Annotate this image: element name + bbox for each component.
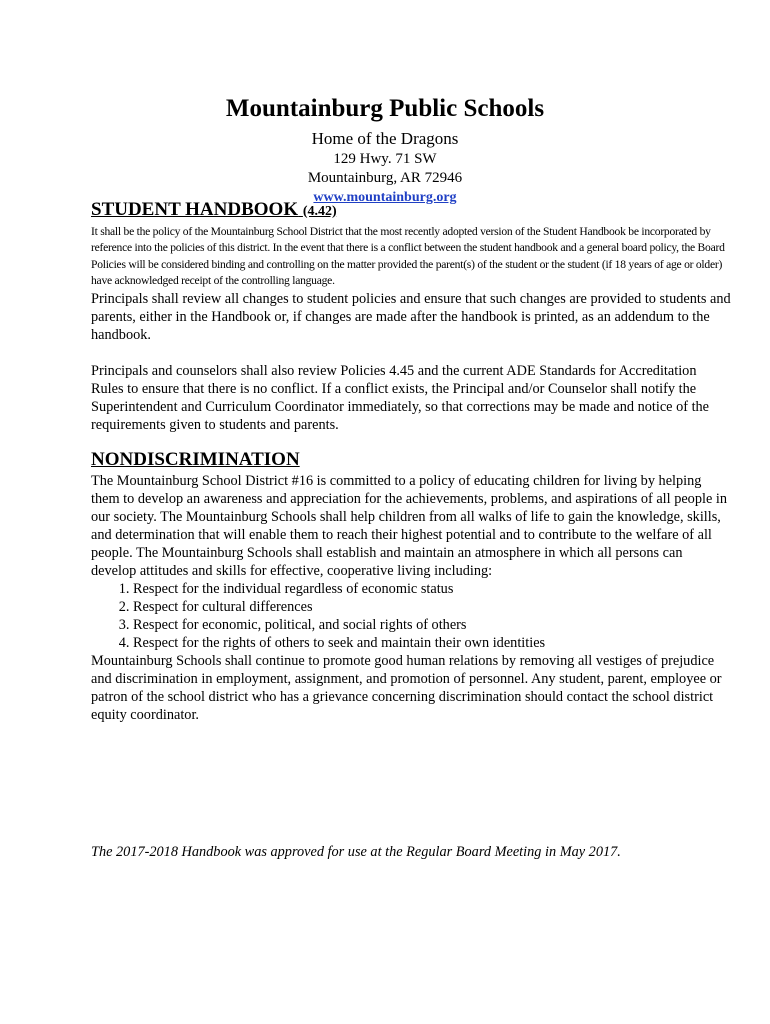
student-handbook-heading	[91, 198, 731, 224]
letterhead	[0, 92, 770, 207]
nondiscrimination-intro: The Mountainburg School District #16 is committed to a policy of educating children for living by helping them to develop an awareness and appreciation for the achievements, problems, and aspirations of all people in our society. The Mountainburg Schools shall help children from all walks of life to gain the knowledge, skills, and determination that will enable them to reach their highest potential and to contribute to the welfare of all people. The Mountainburg Schools shall establish and maintain an atmosphere in which all persons can develop attitudes and skills for effective, cooperative living including:	[91, 472, 727, 579]
list-item: 1. Respect for the individual regardless of economic status	[133, 580, 731, 598]
address-line-2: Mountainburg, AR 72946	[307, 170, 463, 186]
school-motto: Home of the Dragons	[311, 129, 459, 148]
list-item: 4. Respect for the rights of others to seek and maintain their own identities	[133, 634, 731, 652]
list-item: 3. Respect for economic, political, and social rights of others	[133, 616, 731, 634]
page-title: Mountainburg Public Schools	[225, 95, 545, 122]
respect-list	[91, 580, 731, 652]
approval-note: The 2017-2018 Handbook was approved for use at the Regular Board Meeting in May 2017.	[91, 844, 621, 860]
list-item: 2. Respect for cultural differences	[133, 598, 731, 616]
nondiscrimination-heading: NONDISCRIMINATION	[91, 448, 300, 470]
handbook-policy-text: It shall be the policy of the Mountainburg School District that the most recently adopted version of the Student Handbook be incorporated by reference into the policies of this district. In the event that there is a conflict between the student handbook and a general board policy, the Board Policies will be considered binding and controlling on the matter provided the parent(s) of the student or the student (if 18 years of age or older) have acknowledged receipt of the controlling language.	[91, 225, 725, 288]
policy-code: (4.42)	[302, 204, 337, 219]
student-handbook-heading-text: STUDENT HANDBOOK	[91, 199, 299, 220]
address-line-1: 129 Hwy. 71 SW	[333, 151, 437, 167]
website-link[interactable]: www.mountainburg.org	[313, 190, 457, 205]
nondiscrimination-closing: Mountainburg Schools shall continue to promote good human relations by removing all vestiges of prejudice and discrimination in employment, assignment, and promotion of personnel. Any student, parent, employee or patron of the school district who has a grievance concerning discrimination should contact the school district equity coordinator.	[91, 652, 722, 723]
handbook-paragraph-2: Principals and counselors shall also review Policies 4.45 and the current ADE Standards for Accreditation Rules to ensure that there is no conflict. If a conflict exists, the Principal and/or Counselor shall notify the Superintendent and Curriculum Coordinator immediately, so that corrections may be made and notice of the requirements given to students and parents.	[91, 362, 710, 433]
handbook-paragraph-1: Principals shall review all changes to student policies and ensure that such changes are provided to students and parents, either in the Handbook or, if changes are made after the handbook is printed, as an addendum to the handbook.	[91, 290, 731, 343]
main-content	[91, 198, 731, 724]
